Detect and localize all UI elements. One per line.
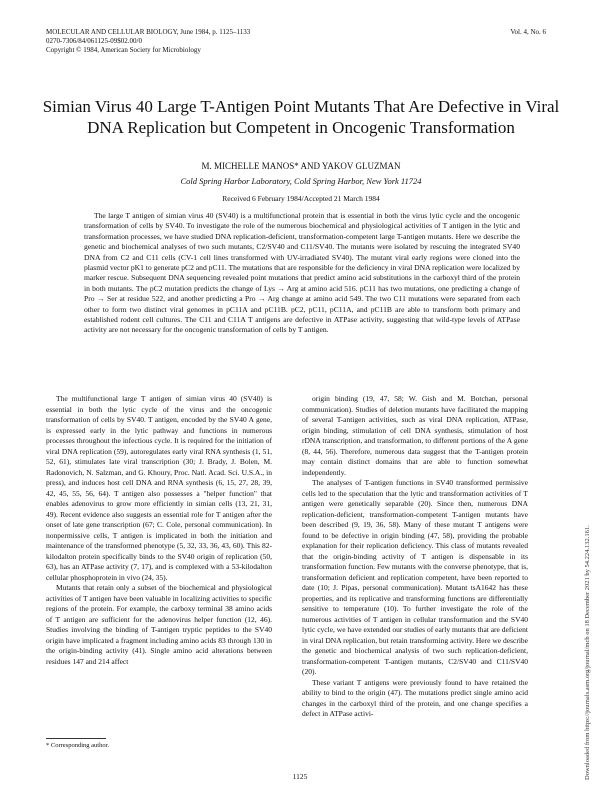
paragraph: Mutants that retain only a subset of the biochemical and physiological activities of T antigen have been valuable in localizing activities to specific regions of the protein. For example, the carboxy terminal 38 amino acids of T antigen are sufficient for the adenovirus helper function (12, 46). Studies involving the binding of T-antigen tryptic peptides to the SV40 origin have implicated a fragment including amino acids 83 through 130 in the origin-binding activity (41). Single amino acid alterations between residues 147 and 214 affect — [46, 583, 272, 666]
volume-label: Vol. 4, No. 6 — [510, 28, 546, 36]
received-date: Received 6 February 1984/Accepted 21 March 1984 — [222, 194, 380, 203]
download-watermark: Downloaded from https://journals.asm.org/journal/mcb on 18 December 2021 by 54.224.132.161. — [584, 525, 591, 780]
journal-citation: MOLECULAR AND CELLULAR BIOLOGY, June 1984, p. 1125–1133 — [46, 28, 251, 36]
page-number: 1125 — [292, 772, 308, 781]
paragraph: The analyses of T-antigen functions in SV40 transformed permissive cells led to the speculation that the lytic and transformation activities of T antigen were genetically separable (20). Since then, numerous DNA replication-deficient, transformation-competent T-antigen mutants have been described (9, 19, 36, 58). Many of these mutant T antigens were found to be defective in origin binding (47, 58), providing the probable explanation for their replication deficiency. This class of mutants revealed that the origin-binding activity of T antigen is dispensable in its transformation function. Few mutants with the converse phenotype, that is, transformation deficient and replication competent, have been reported to date (10; J. Pipas, personal communication). Mutant tsA1642 has these properties, and its replicative and transforming functions are differentially sensitive to temperature (10). To further investigate the role of the numerous activities of T antigen in cellular transformation and the SV40 lytic cycle, we have extended our studies of early mutants that are deficient in viral DNA replication, but retain transforming activity. Here we describe the genetic and biochemical analysis of two such replication-deficient, transformation-competent T-antigen mutants, C2/SV40 and C11/SV40 (20). — [302, 478, 528, 676]
issn: 0270-7306/84/061125-09$02.00/0 — [46, 37, 142, 45]
paragraph: The multifunctional large T antigen of simian virus 40 (SV40) is essential in both the lytic cycle of the virus and the oncogenic transformation of cells by SV40. T antigen, encoded by the SV40 A gene, is expressed early in the lytic pathway and functions in numerous processes throughout the infectious cycle. It is required for the initiation of viral DNA replication (59), autoregulates early viral RNA synthesis (1, 51, 52, 61), stimulates late viral transcription (30; J. Brady, J. Bolen, M. Radonovich, N. Salzman, and G. Khoury, Proc. Natl. Acad. Sci. U.S.A., in press), and induces host cell DNA and RNA synthesis (6, 15, 27, 28, 39, 42, 45, 55, 56, 64). T antigen also possesses a "helper function" that enables adenovirus to grow more efficiently in simian cells (13, 21, 31, 49). Recent evidence also suggests an essential role for T antigen after the onset of late gene transcription (67; C. Cole, personal communication). In nonpermissive cells, T antigen is implicated in both the initiation and maintenance of the transformed phenotype (5, 32, 33, 36, 43, 60). This 82-kilodalton protein specifically binds to the SV40 origin of replication (50, 63), has an ATPase activity (7, 17), and is complexed with a 53-kilodalton cellular phosphoprotein in vivo (24, 35). — [46, 394, 272, 582]
footnote-divider — [46, 738, 106, 739]
abstract: The large T antigen of simian virus 40 (SV40) is a multifunctional protein that is essential in both the virus lytic cycle and the oncogenic transformation of cells by SV40. To investigate the role of the numerous biochemical and physiological activities of T antigen in the lytic and transformation processes, we have studied DNA replication-deficient, transformation-competent large T-antigen mutants. Here we describe the genetic and biochemical analyses of two such mutants, C2/SV40 and C11/SV40. The mutants were isolated by rescuing the integrated SV40 DNA from C2 and C11 cells (CV-1 cell lines transformed with UV-irradiated SV40). The mutant viral early regions were cloned into the plasmid vector pK1 to generate pC2 and pC11. The mutations that are responsible for the deficiency in viral DNA replication were localized by marker rescue. Subsequent DNA sequencing revealed point mutations that predict amino acid substitutions in the carboxyl third of the protein in both mutants. The pC2 mutation predicts the change of Lys → Arg at amino acid 516. pC11 has two mutations, one predicting a change of Pro → Ser at residue 522, and another predicting a Pro → Arg change at amino acid 549. The two C11 mutations were separated from each other to form two distinct viral genomes in pC11A and pC11B. pC2, pC11, pC11A, and pC11B are able to transform both primary and established rodent cell cultures. The C11 and C11A T antigens are defective in ATPase activity, suggesting that wild-type levels of ATPase activity are not necessary for the oncogenic transformation of cells by T antigen. — [84, 211, 520, 335]
affiliation: Cold Spring Harbor Laboratory, Cold Spring Harbor, New York 11724 — [180, 176, 422, 186]
paragraph: origin binding (19, 47, 58; W. Gish and M. Botchan, personal communication). Studies of deletion mutants have facilitated the mapping of several T-antigen activities, such as viral DNA replication, ATPase, origin binding, stimulation of cell DNA synthesis, stimulation of host rDNA transcription, and transformation, to different portions of the A gene (8, 44, 56). Therefore, numerous data suggest that the T-antigen protein may contain distinct domains that are able to function somewhat independently. — [302, 394, 528, 477]
article-title: Simian Virus 40 Large T-Antigen Point Mutants That Are Defective in Viral DNA Replication but Competent in Oncogenic Transformation — [42, 97, 560, 137]
paragraph: These variant T antigens were previously found to have retained the ability to bind to the origin (47). The mutations predict single amino acid changes in the carboxyl third of the protein, and one change specifies a defect in ATPase activi- — [302, 677, 528, 718]
copyright: Copyright © 1984, American Society for Microbiology — [46, 46, 201, 54]
body-column-left — [46, 394, 272, 667]
footnote: * Corresponding author. — [46, 742, 110, 749]
body-column-right — [302, 394, 528, 720]
journal-header — [46, 28, 250, 55]
authors: M. MICHELLE MANOS* AND YAKOV GLUZMAN — [201, 161, 401, 171]
